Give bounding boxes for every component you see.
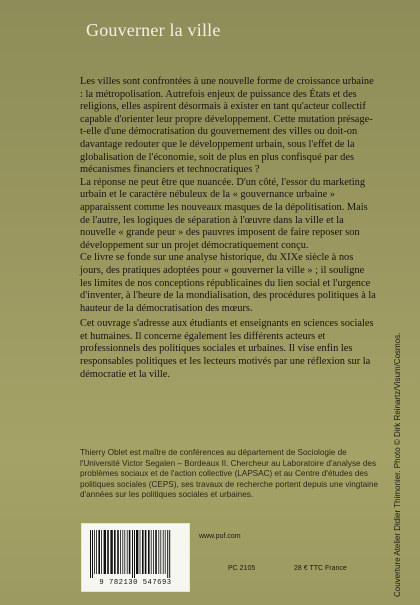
- paragraph-3: Ce livre se fonde sur une analyse historique, du XIXe siècle à nos jours, des pratiques adoptées pour « gouverner la ville » ; il souligne les limites de nos conceptions républicaines du lien social et l'urgence d'inventer, à l'heure de la mondialisation, des procédures politiques à la hauteur de la démocratisation des mœurs.: [80, 252, 376, 314]
- barcode-bar: [151, 530, 152, 574]
- cover-credit: Couverture Atelier Didier Thimonier. Photo © Dirk Reinartz/Visum/Cosmos.: [393, 332, 402, 597]
- publisher-website: www.puf.com: [199, 533, 241, 540]
- book-title: Gouverner la ville: [86, 20, 221, 40]
- barcode-bar: [148, 530, 150, 574]
- back-cover-text: [80, 76, 378, 381]
- barcode-bars: [82, 524, 189, 580]
- barcode-bar: [136, 530, 138, 574]
- barcode-bar: [117, 530, 119, 574]
- barcode-bar: [134, 530, 135, 578]
- barcode-bar: [145, 530, 147, 574]
- barcode-bar: [90, 530, 91, 578]
- barcode-bar: [94, 530, 95, 574]
- barcode-bar: [132, 530, 133, 578]
- paragraph-2: La réponse ne peut être que nuancée. D'un côté, l'essor du marketing urbain et le caractère nébuleux de la « gouvernance urbaine » apparaissent comme les nouveaux masques de la dépolitisation. Mais de l'autre, les logiques de séparation à l'œuvre dans la ville et la nouvelle « grande peur » des pauvres imposent de faire reposer son développement sur un projet démocratiquement conçu.: [80, 176, 368, 251]
- barcode-bar: [101, 530, 102, 574]
- barcode-bar: [158, 530, 159, 574]
- barcode-bar: [98, 530, 100, 574]
- barcode-bar: [129, 530, 131, 574]
- paragraph-4: Cet ouvrage s'adresse aux étudiants et enseignants en sciences sociales et humaines. Il concerne également les différents acteurs et professionnels des politiques sociales et urbaines. Il vise enfin les responsables politiques et les lecteurs motivés par une réflexion sur la démocratie et la ville.: [80, 318, 374, 380]
- barcode-bar: [163, 530, 164, 574]
- barcode: [81, 523, 190, 592]
- barcode-bar: [114, 530, 116, 574]
- price-label: 28 € TTC France: [294, 565, 347, 572]
- barcode-bar: [110, 530, 112, 574]
- barcode-bar: [107, 530, 109, 574]
- barcode-bar: [167, 530, 168, 578]
- barcode-bar: [165, 530, 166, 574]
- barcode-bar: [120, 530, 121, 574]
- barcode-bar: [153, 530, 154, 574]
- barcode-bar: [122, 530, 123, 574]
- paragraph-1: Les villes sont confrontées à une nouvelle forme de croissance urbaine : la métropolisation. Autrefois enjeux de puissance des États et des religions, elles aspirent désormais à exister en tant qu'acteur collectif capable d'orienter leur propre développement. Cette mutation présage-t-elle d'une démocratisation du gouvernement des villes ou doit-on davantage redouter que le développement urbain, sous l'effet de la globalisation de l'économie, soit de plus en plus confisqué par des mécanismes financiers et technocratiques ?: [80, 76, 374, 176]
- barcode-number: 9 782130 547693: [99, 579, 172, 587]
- barcode-bar: [160, 530, 161, 574]
- barcode-bar: [169, 530, 170, 578]
- barcode-bar: [127, 530, 128, 574]
- barcode-bar: [104, 530, 106, 574]
- product-code: PC 2105: [228, 565, 256, 572]
- barcode-bar: [155, 530, 157, 574]
- barcode-bar: [124, 530, 125, 574]
- barcode-bar: [96, 530, 97, 574]
- barcode-bar: [140, 530, 141, 574]
- barcode-bar: [92, 530, 93, 578]
- barcode-bar: [142, 530, 144, 574]
- author-bio: Thierry Oblet est maître de conférences au département de Sociologie de l'Université Victor Segalen – Bordeaux II. Chercheur au Laboratoire d'analyse des problèmes sociaux et de l'action collective (LAPSAC) et au Centre d'études des politiques sociales (CEPS), ses travaux de recherche portent depuis une vingtaine d'années sur les politiques sociales et urbaines.: [80, 448, 379, 500]
